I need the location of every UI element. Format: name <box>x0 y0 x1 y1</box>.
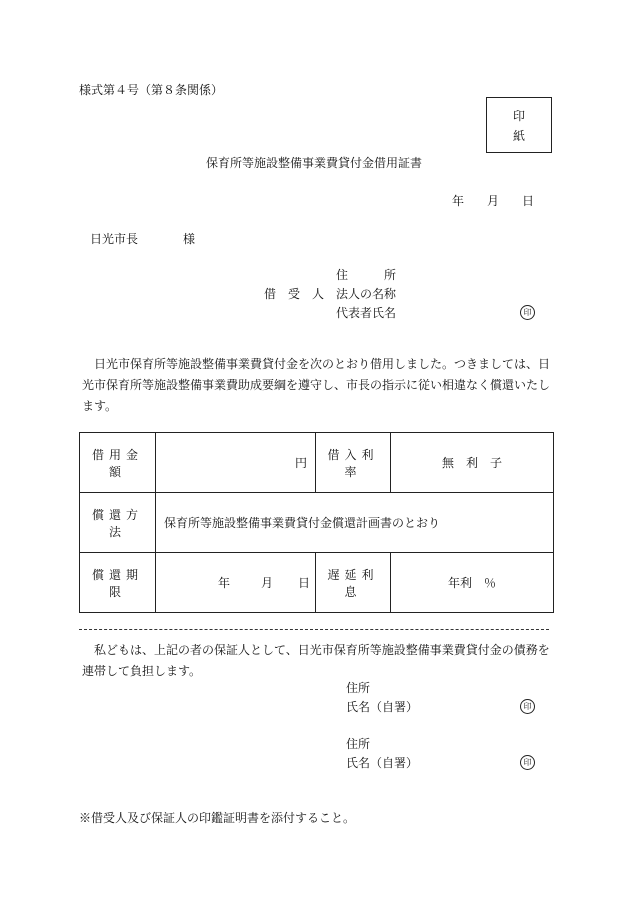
repayment-method-label: 償還方法 <box>80 493 156 553</box>
table-row <box>80 493 554 553</box>
revenue-stamp-box <box>486 97 552 153</box>
date-month: 月 <box>487 194 500 208</box>
borrower-address-label: 住 所 <box>336 268 397 282</box>
borrower-role-label: 借 受 人 <box>264 287 325 301</box>
loan-terms-table <box>79 432 554 613</box>
guarantor-2-address-label: 住所 <box>346 737 371 751</box>
stamp-box-label-1: 印 <box>512 109 525 123</box>
late-interest-value: 年利 ％ <box>391 553 554 613</box>
date-year: 年 <box>452 194 465 208</box>
borrower-seal-mark: 印 <box>520 305 535 320</box>
attachment-note: ※借受人及び保証人の印鑑証明書を添付すること。 <box>79 811 356 825</box>
stamp-box-label-2: 紙 <box>512 129 525 143</box>
guarantor-2-seal-mark: 印 <box>520 755 535 770</box>
borrower-rep-name-label: 代表者氏名 <box>336 306 397 320</box>
guarantor-statement: 私どもは、上記の者の保証人として、日光市保育所等施設整備事業費貸付金の債務を連帯して負担します。 <box>82 643 550 678</box>
late-interest-label: 遅延利息 <box>316 553 391 613</box>
loan-amount-value: 円 <box>156 433 316 493</box>
deadline-day: 日 <box>298 576 311 590</box>
guarantor-2-name-label: 氏名（自署） <box>346 756 419 770</box>
repayment-method-value: 保育所等施設整備事業費貸付金償還計画書のとおり <box>156 493 554 553</box>
date-day: 日 <box>522 194 535 208</box>
loan-amount-label: 借用金額 <box>80 433 156 493</box>
interest-rate-value: 無 利 子 <box>391 433 554 493</box>
guarantor-1-name-label: 氏名（自署） <box>346 700 419 714</box>
repayment-deadline-value <box>156 553 316 613</box>
addressee-name: 日光市長 <box>90 232 139 246</box>
addressee-honorific: 様 <box>183 232 196 246</box>
guarantor-1-address-label: 住所 <box>346 681 371 695</box>
cut-line-divider <box>79 629 549 630</box>
repayment-deadline-label: 償還期限 <box>80 553 156 613</box>
form-number: 様式第４号（第８条関係） <box>79 83 224 97</box>
borrower-corp-name-label: 法人の名称 <box>336 287 397 301</box>
table-row <box>80 433 554 493</box>
deadline-year: 年 <box>218 576 231 590</box>
document-title: 保育所等施設整備事業費貸付金借用証書 <box>206 156 423 170</box>
borrowing-statement: 日光市保育所等施設整備事業費貸付金を次のとおり借用しました。つきましては、日光市保育所等施設整備事業費助成要綱を遵守し、市長の指示に従い相違なく償還いたします。 <box>82 357 551 413</box>
guarantor-1-seal-mark: 印 <box>520 699 535 714</box>
table-row <box>80 553 554 613</box>
interest-rate-label: 借入利率 <box>316 433 391 493</box>
deadline-month: 月 <box>261 576 274 590</box>
